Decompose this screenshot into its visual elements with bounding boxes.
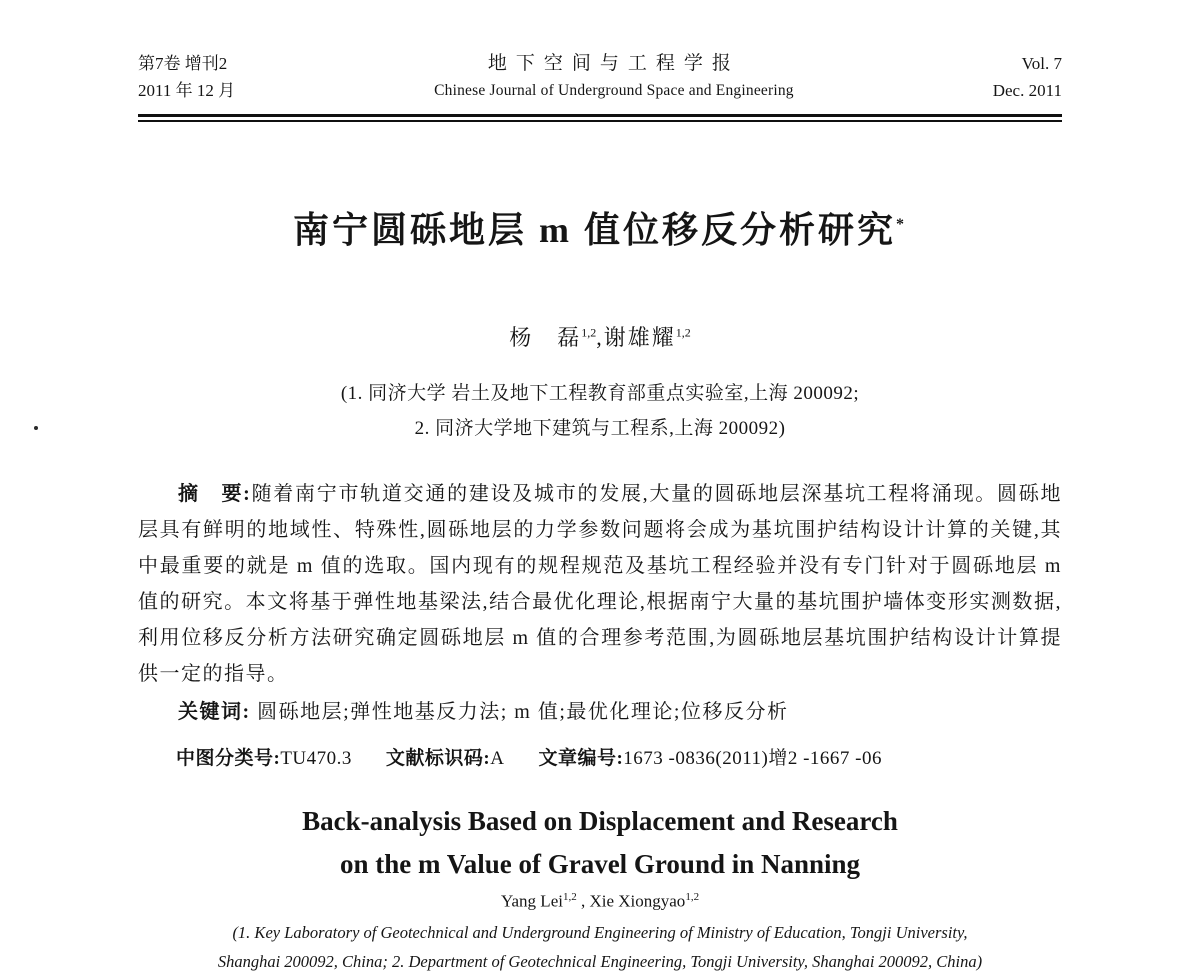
author-en-1: Yang Lei (500, 891, 563, 911)
author-cn-1: 杨 磊 (509, 325, 582, 350)
title-footnote-asterisk: * (896, 216, 907, 233)
author-cn-2: 谢雄耀 (603, 325, 676, 350)
paper-page (138, 0, 1062, 976)
article-id-label: 文章编号: (538, 748, 624, 769)
affiliations-en (138, 918, 1062, 976)
author-en-2-affil-sup: 1,2 (685, 891, 700, 903)
journal-name-en: Chinese Journal of Underground Space and Engineering (434, 82, 794, 99)
keywords-line (138, 694, 1062, 730)
authors-en (138, 891, 1062, 912)
authors-cn (138, 321, 1062, 352)
abstract-label: 摘 要: (178, 483, 252, 505)
keywords-label: 关键词: (178, 701, 251, 723)
classification-line (138, 744, 1062, 774)
affiliation-cn-1: (1. 同济大学 岩土及地下工程教育部重点实验室,上海 200092; (340, 383, 860, 404)
abstract-paragraph (138, 476, 1062, 692)
journal-volume-issue: 第7卷 增刊2 (138, 54, 228, 73)
doc-code-label: 文献标识码: (385, 748, 491, 769)
article-title-cn-text: 南宁圆砾地层 m 值位移反分析研究 (293, 210, 896, 250)
scan-artifact-dot (34, 426, 38, 430)
journal-date-cn: 2011 年 12 月 (138, 81, 236, 100)
clc-value: TU470.3 (280, 748, 352, 769)
author-en-1-affil-sup: 1,2 (562, 891, 577, 903)
affiliation-en-2: Shanghai 200092, China; 2. Department of Geotechnical Engineering, Tongji University, Shanghai 200092, China) (217, 951, 983, 971)
clc-label: 中图分类号: (176, 748, 281, 769)
affiliations-cn (138, 376, 1062, 446)
rule-thin (138, 120, 1062, 122)
affiliation-en-1: (1. Key Laboratory of Geotechnical and Underground Engineering of Ministry of Education, Tongji University, (232, 922, 968, 942)
affiliation-cn-2: 2. 同济大学地下建筑与工程系,上海 200092) (414, 418, 786, 439)
article-title-en (138, 800, 1062, 886)
article-id-value: 1673 -0836(2011)增2 -1667 -06 (623, 748, 882, 769)
journal-header-center (434, 50, 794, 104)
abstract-text: 随着南宁市轨道交通的建设及城市的发展,大量的圆砾地层深基坑工程将涌现。圆砾地层具有鲜明的地域性、特殊性,圆砾地层的力学参数问题将会成为基坑围护结构设计计算的关键,其中最重要的就是 m 值的选取。国内现有的规程规范及基坑工程经验并没有专门针对于圆砾地层 m 值的研究。本文将基于弹性地基梁法,结合最优化理论,根据南宁大量的基坑围护墙体变形实测数据,利用位移反分析方法研究确定圆砾地层 m 值的合理参考范围,为圆砾地层基坑围护结构设计计算提供一定的指导。 (138, 483, 1062, 685)
author-cn-2-affil-sup: 1,2 (675, 325, 691, 340)
doc-code-value: A (490, 748, 505, 769)
article-title-cn (138, 202, 1062, 253)
authors-en-separator: , (576, 891, 590, 911)
author-cn-1-affil-sup: 1,2 (581, 325, 597, 340)
journal-header-right (993, 50, 1062, 104)
keywords-text: 圆砾地层;弹性地基反力法; m 值;最优化理论;位移反分析 (250, 701, 789, 723)
journal-header (138, 0, 1062, 104)
journal-date-en: Dec. 2011 (992, 81, 1062, 100)
author-en-2: Xie Xiongyao (589, 891, 686, 911)
article-title-en-line2: on the m Value of Gravel Ground in Nanning (339, 849, 861, 879)
article-title-en-line1: Back-analysis Based on Displacement and Research (302, 806, 898, 836)
authors-cn-separator: , (596, 325, 604, 350)
rule-thick (138, 114, 1062, 117)
header-double-rule (138, 114, 1062, 122)
journal-name-cn: 地下空间与工程学报 (487, 53, 740, 74)
journal-volume-en: Vol. 7 (1021, 54, 1062, 73)
journal-header-left (138, 50, 235, 104)
